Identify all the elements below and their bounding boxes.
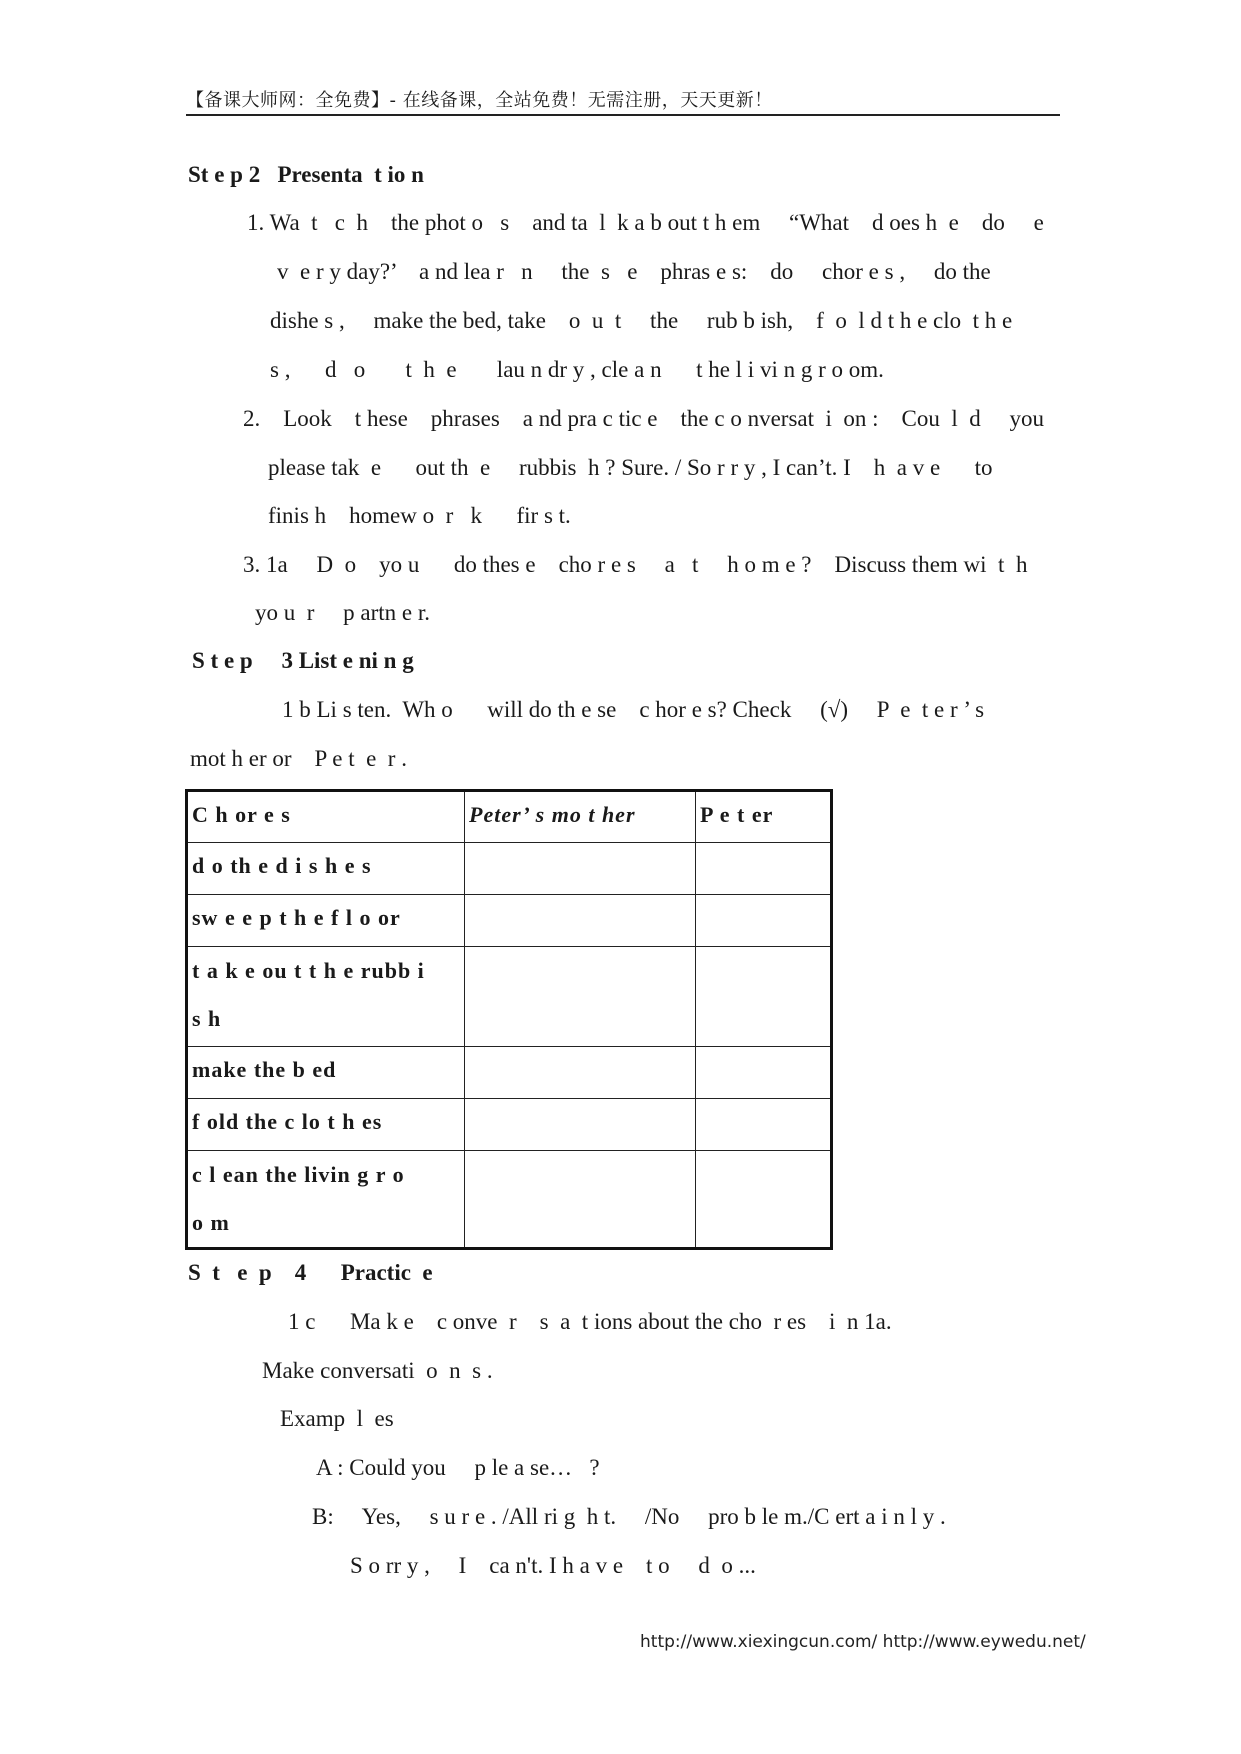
peter-check-cell[interactable] (696, 1047, 832, 1099)
chore-label: f old the c lo t h es (192, 1109, 383, 1134)
table-row (187, 843, 832, 895)
step3-heading: S t e p 3 List e ni n g (192, 648, 414, 673)
chore-label: make the b ed (192, 1057, 337, 1082)
step4-dialogue-b: B: Yes, s u r e . /All ri g h t. /No pro b le m./C ert a i n l y . (312, 1504, 946, 1529)
header-peters-mother: Peter’ s mo t her (465, 791, 696, 843)
chore-label: d o th e d i s h e s (192, 853, 372, 878)
chore-cell (187, 895, 465, 947)
step4-examples-label: Examp l es (280, 1406, 394, 1431)
step4-line2: Make conversati o n s . (262, 1358, 493, 1383)
step2-item2-line1: 2. Look t hese phrases a nd pra c tic e the c o nversat i on : Cou l d you (243, 406, 1045, 431)
step3-line1: 1 b Li s ten. Wh o will do th e se c hor e s? Check (√) P e t e r ’ s (282, 697, 985, 722)
mother-check-cell[interactable] (465, 1047, 696, 1099)
chore-cell (187, 1151, 465, 1249)
chore-label: c l ean the livin g r o (192, 1162, 405, 1187)
step4-dialogue-b-alt: S o rr y , I ca n't. I h a v e t o d o ... (350, 1553, 756, 1578)
chore-label-continued: o m (192, 1210, 230, 1235)
page-header: 【备课大师网：全免费】- 在线备课，全站免费！无需注册，天天更新！ (186, 86, 1060, 116)
chore-label: sw e e p t h e f l o or (192, 905, 401, 930)
page-footer: http://www.xiexingcun.com/ http://www.eywedu.net/ (640, 1632, 1086, 1652)
chore-cell (187, 1099, 465, 1151)
table-row (187, 895, 832, 947)
chore-label: t a k e ou t t h e rubb i (192, 958, 425, 983)
table-row (187, 947, 832, 1047)
step4-heading: S t e p 4 Practic e (188, 1260, 433, 1285)
chore-cell (187, 1047, 465, 1099)
step2-item3-line1: 3. 1a D o yo u do thes e cho r e s a t h o m e ? Discuss them wi t h (243, 552, 1028, 577)
peter-check-cell[interactable] (696, 947, 832, 1047)
step2-item3-line2: yo u r p artn e r. (255, 600, 431, 625)
table-row (187, 1099, 832, 1151)
mother-check-cell[interactable] (465, 1099, 696, 1151)
step2-heading: St e p 2 Presenta t io n (188, 162, 424, 187)
peter-check-cell[interactable] (696, 895, 832, 947)
mother-check-cell[interactable] (465, 1151, 696, 1249)
step2-item1-line4: s , d o t h e lau n dr y , cle a n t he l i vi n g r o om. (270, 357, 884, 382)
peter-check-cell[interactable] (696, 843, 832, 895)
header-peter: P e t er (696, 791, 832, 843)
step2-item1-line2: v e r y day?’ a nd lea r n the s e phras e s: do chor e s , do the (277, 259, 991, 284)
table-row (187, 1047, 832, 1099)
peter-check-cell[interactable] (696, 1151, 832, 1249)
table-row (187, 1151, 832, 1249)
chore-cell (187, 947, 465, 1047)
step2-item1-line3: dishe s , make the bed, take o u t the rub b ish, f o l d t h e clo t h e (270, 308, 1013, 333)
step4-dialogue-a: A : Could you p le a se… ? (316, 1455, 600, 1480)
chore-cell (187, 843, 465, 895)
step2-item2-line2: please tak e out th e rubbis h ? Sure. / So r r y , I can’t. I h a v e to (268, 455, 993, 480)
table-header-row (187, 791, 832, 843)
step3-line2: mot h er or P e t e r . (190, 746, 407, 771)
step2-item1-line1: 1. Wa t c h the phot o s and ta l k a b out t h em “What d oes h e do e (247, 210, 1044, 235)
chore-label-continued: s h (192, 1006, 222, 1031)
mother-check-cell[interactable] (465, 895, 696, 947)
step2-item2-line3: finis h homew o r k fir s t. (268, 503, 571, 528)
peter-check-cell[interactable] (696, 1099, 832, 1151)
header-chores: C h or e s (187, 791, 465, 843)
mother-check-cell[interactable] (465, 843, 696, 895)
step4-line1: 1 c Ma k e c onve r s a t ions about the cho r es i n 1a. (288, 1309, 892, 1334)
mother-check-cell[interactable] (465, 947, 696, 1047)
chores-table (185, 789, 833, 1250)
